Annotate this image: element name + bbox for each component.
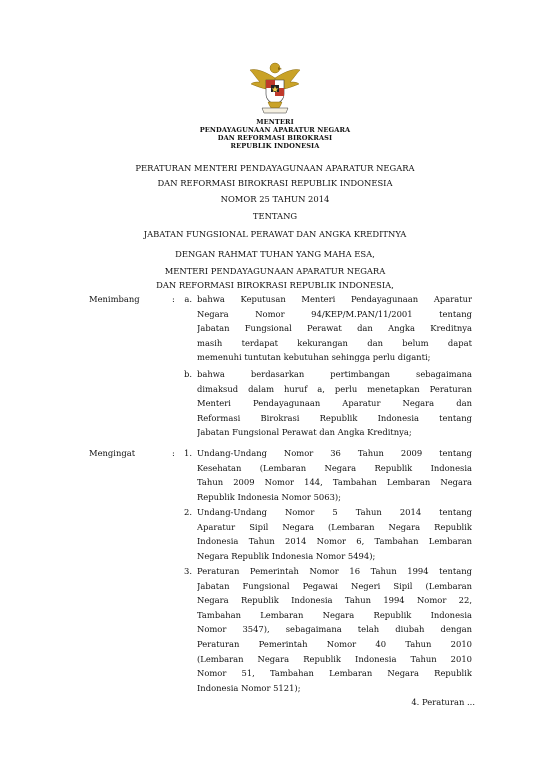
text-line: Menteri Pendayagunaan Aparatur Negara dan	[197, 398, 472, 409]
item-marker: 3.	[184, 566, 192, 576]
mengingat-label: Mengingat	[89, 448, 136, 458]
menimbang-item-b	[197, 367, 472, 440]
text-line: Undang-Undang Nomor 36 Tahun 2009 tentang	[197, 448, 472, 458]
institution-line: MENTERI	[256, 118, 294, 126]
mengingat-colon: :	[172, 448, 175, 458]
text-line: Reformasi Birokrasi Republik Indonesia tentang	[197, 412, 472, 423]
item-marker: 2.	[184, 507, 192, 517]
institution-line: PENDAYAGUNAAN APARATUR NEGARA	[199, 126, 351, 134]
text-line: bahwa Keputusan Menteri Pendayagunaan Aparatur	[197, 294, 472, 304]
text-line: Peraturan Pemerintah Nomor 40 Tahun 2010	[197, 638, 472, 649]
item-marker: 1.	[184, 448, 192, 458]
regulation-title: PERATURAN MENTERI PENDAYAGUNAAN APARATUR NEGARA	[135, 163, 415, 173]
text-line: Tahun 2009 Nomor 144, Tambahan Lembaran Negara	[197, 477, 472, 488]
text-line: Jabatan Fungsional Pegawai Negeri Sipil (Lembaran	[197, 580, 472, 591]
text-line: Jabatan Fungsional Perawat dan Angka Kreditnya;	[197, 427, 412, 438]
minister-line: MENTERI PENDAYAGUNAAN APARATUR NEGARA	[164, 266, 386, 276]
regulation-subject: JABATAN FUNGSIONAL PERAWAT DAN ANGKA KREDITNYA	[143, 229, 407, 239]
text-line: masih terdapat kekurangan dan belum dapat	[197, 337, 472, 348]
text-line: Indonesia Tahun 2014 Nomor 6, Tambahan Lembaran	[197, 536, 472, 547]
mengingat-item-1	[197, 446, 472, 504]
text-line: Republik Indonesia Nomor 5063);	[197, 491, 341, 502]
text-line: Nomor 51, Tambahan Lembaran Negara Republik	[197, 668, 472, 679]
menimbang-label: Menimbang	[89, 294, 140, 304]
text-line: Kesehatan (Lembaran Negara Republik Indonesia	[197, 462, 472, 473]
menimbang-item-a	[197, 292, 472, 365]
text-line: Tambahan Lembaran Negara Republik Indonesia	[197, 609, 472, 620]
regulation-number: NOMOR 25 TAHUN 2014	[220, 194, 330, 204]
rahmat-line: DENGAN RAHMAT TUHAN YANG MAHA ESA,	[175, 249, 375, 259]
text-line: Jabatan Fungsional Perawat dan Angka Kreditnya	[197, 323, 472, 334]
tentang-heading: TENTANG	[252, 211, 298, 221]
regulation-title: DAN REFORMASI BIROKRASI REPUBLIK INDONESIA	[157, 178, 393, 188]
text-line: Undang-Undang Nomor 5 Tahun 2014 tentang	[197, 507, 472, 517]
text-line: bahwa berdasarkan pertimbangan sebagaimana	[197, 369, 472, 379]
text-line: Indonesia Nomor 5121);	[197, 682, 301, 693]
menimbang-colon: :	[172, 294, 175, 304]
text-line: (Lembaran Negara Republik Indonesia Tahun 2010	[197, 653, 472, 664]
item-marker: a.	[184, 294, 192, 304]
page-continuation: 4. Peraturan ...	[411, 697, 475, 707]
garuda-emblem-icon	[248, 58, 302, 116]
text-line: Negara Republik Indonesia Nomor 5494);	[197, 550, 376, 561]
text-line: Nomor 3547), sebagaimana telah diubah dengan	[197, 624, 472, 635]
text-line: Negara Republik Indonesia Tahun 1994 Nomor 22,	[197, 595, 472, 606]
text-line: Peraturan Pemerintah Nomor 16 Tahun 1994 tentang	[197, 566, 472, 576]
text-line: memenuhi tuntutan kebutuhan sehingga perlu diganti;	[197, 352, 431, 363]
text-line: dimaksud dalam huruf a, perlu menetapkan Peraturan	[197, 383, 472, 394]
institution-line: REPUBLIK INDONESIA	[230, 142, 320, 150]
minister-line: DAN REFORMASI BIROKRASI REPUBLIK INDONESIA,	[156, 280, 394, 290]
text-line: Negara Nomor 94/KEP/M.PAN/11/2001 tentang	[197, 308, 472, 319]
mengingat-item-2	[197, 505, 472, 563]
text-line: Aparatur Sipil Negara (Lembaran Negara Republik	[197, 521, 472, 532]
item-marker: b.	[183, 369, 192, 379]
mengingat-item-3	[197, 564, 472, 695]
institution-line: DAN REFORMASI BIROKRASI	[217, 134, 333, 142]
